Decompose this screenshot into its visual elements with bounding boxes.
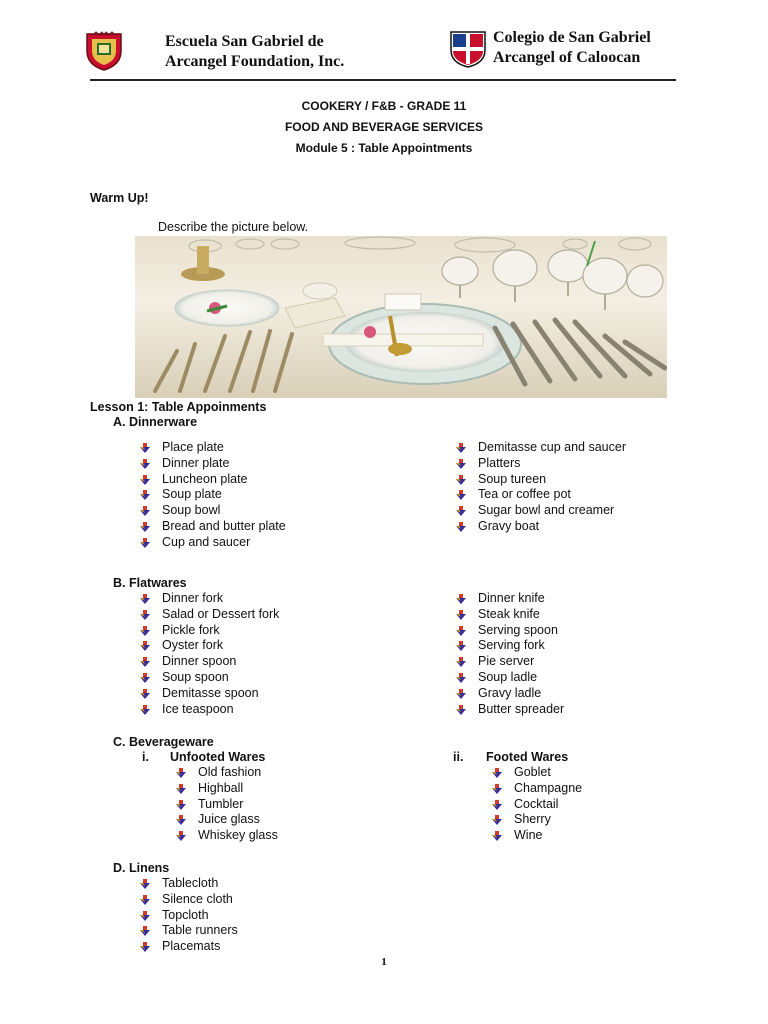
dinnerware-heading: A. Dinnerware xyxy=(113,415,198,429)
list-item-label: Gravy boat xyxy=(478,518,540,533)
list-item xyxy=(514,828,582,844)
beverageware-heading: C. Beverageware xyxy=(113,735,214,749)
arrow-bullet-icon xyxy=(456,673,466,683)
list-item-label: Old fashion xyxy=(198,765,262,779)
list-item xyxy=(478,472,626,488)
arrow-bullet-icon xyxy=(140,490,150,500)
list-item xyxy=(162,519,286,535)
list-item-label: Dinner plate xyxy=(162,455,230,470)
list-item xyxy=(162,472,286,488)
list-item-label: Soup plate xyxy=(162,487,222,502)
arrow-bullet-icon xyxy=(492,800,502,810)
arrow-bullet-icon xyxy=(492,784,502,794)
warmup-instruction: Describe the picture below. xyxy=(158,220,309,234)
arrow-bullet-icon xyxy=(140,459,150,469)
unfooted-heading: Unfooted Wares xyxy=(170,750,266,764)
right-school-name xyxy=(493,28,651,68)
unfooted-list xyxy=(198,765,278,844)
list-item-label: Salad or Dessert fork xyxy=(162,606,280,621)
list-item xyxy=(478,686,564,702)
left-school-crest-icon xyxy=(85,31,123,71)
left-school-line1: Escuela San Gabriel de xyxy=(165,33,324,50)
subject-title: FOOD AND BEVERAGE SERVICES xyxy=(284,120,484,134)
list-item xyxy=(478,623,564,639)
list-item-label: Dinner spoon xyxy=(162,654,237,669)
list-item xyxy=(478,487,626,503)
arrow-bullet-icon xyxy=(456,610,466,620)
list-item-label: Cup and saucer xyxy=(162,534,251,549)
arrow-bullet-icon xyxy=(140,522,150,532)
list-item xyxy=(162,939,238,955)
arrow-bullet-icon xyxy=(140,506,150,516)
dinnerware-list-left xyxy=(162,440,286,551)
list-item xyxy=(162,503,286,519)
list-item-label: Sugar bowl and creamer xyxy=(478,503,615,518)
arrow-bullet-icon xyxy=(140,895,150,905)
arrow-bullet-icon xyxy=(140,673,150,683)
list-item xyxy=(162,456,286,472)
arrow-bullet-icon xyxy=(176,815,186,825)
arrow-bullet-icon xyxy=(140,594,150,604)
list-item xyxy=(162,908,238,924)
list-item xyxy=(478,654,564,670)
lesson-title: Lesson 1: Table Appoinments xyxy=(90,400,267,414)
flatwares-list-left xyxy=(162,591,279,717)
arrow-bullet-icon xyxy=(456,657,466,667)
list-item xyxy=(162,623,279,639)
list-item-label: Whiskey glass xyxy=(198,828,278,843)
flatwares-list-right xyxy=(478,591,564,717)
list-item-label: Sherry xyxy=(514,812,551,827)
list-item xyxy=(478,591,564,607)
arrow-bullet-icon xyxy=(456,626,466,636)
arrow-bullet-icon xyxy=(456,689,466,699)
header-divider xyxy=(90,79,676,81)
flatwares-heading: B. Flatwares xyxy=(113,576,187,590)
arrow-bullet-icon xyxy=(140,911,150,921)
list-item xyxy=(162,702,279,718)
footed-heading: Footed Wares xyxy=(486,750,569,764)
list-item-label: Pie server xyxy=(478,654,535,669)
arrow-bullet-icon xyxy=(456,594,466,604)
list-item xyxy=(162,440,286,456)
page-number: 1 xyxy=(381,956,387,968)
linens-heading: D. Linens xyxy=(113,861,170,875)
list-item xyxy=(478,519,626,535)
list-item xyxy=(478,607,564,623)
list-item-label: Silence cloth xyxy=(162,891,233,906)
list-item-label: Champagne xyxy=(514,780,583,795)
list-item-label: Table runners xyxy=(162,923,238,938)
arrow-bullet-icon xyxy=(456,475,466,485)
linens-list xyxy=(162,876,238,955)
arrow-bullet-icon xyxy=(140,538,150,548)
list-item-label: Tablecloth xyxy=(162,876,219,890)
list-item xyxy=(198,765,278,781)
list-item-label: Ice teaspoon xyxy=(162,701,234,716)
list-item-label: Placemats xyxy=(162,939,221,954)
arrow-bullet-icon xyxy=(140,926,150,936)
list-item-label: Oyster fork xyxy=(162,638,224,653)
list-item xyxy=(162,686,279,702)
right-school-line1: Colegio de San Gabriel xyxy=(493,29,651,46)
list-item-label: Place plate xyxy=(162,440,224,454)
list-item-label: Dinner fork xyxy=(162,591,224,605)
list-item-label: Soup tureen xyxy=(478,471,547,486)
arrow-bullet-icon xyxy=(456,443,466,453)
list-item xyxy=(198,797,278,813)
list-item xyxy=(162,923,238,939)
right-school-crest-icon xyxy=(449,30,487,68)
list-item xyxy=(514,765,582,781)
list-item xyxy=(162,487,286,503)
arrow-bullet-icon xyxy=(456,641,466,651)
list-item xyxy=(162,638,279,654)
list-item xyxy=(478,503,626,519)
arrow-bullet-icon xyxy=(176,784,186,794)
arrow-bullet-icon xyxy=(492,815,502,825)
list-item xyxy=(198,828,278,844)
footed-number: ii. xyxy=(453,750,464,764)
list-item-label: Pickle fork xyxy=(162,622,220,637)
list-item xyxy=(162,892,238,908)
list-item-label: Soup ladle xyxy=(478,669,538,684)
list-item-label: Steak knife xyxy=(478,606,540,621)
arrow-bullet-icon xyxy=(456,490,466,500)
list-item-label: Luncheon plate xyxy=(162,471,248,486)
arrow-bullet-icon xyxy=(492,831,502,841)
list-item xyxy=(478,638,564,654)
unfooted-number: i. xyxy=(142,750,149,764)
list-item-label: Juice glass xyxy=(198,812,260,827)
left-school-line2: Arcangel Foundation, Inc. xyxy=(165,53,345,70)
list-item-label: Serving spoon xyxy=(478,622,558,637)
arrow-bullet-icon xyxy=(140,942,150,952)
list-item-label: Gravy ladle xyxy=(478,685,542,700)
arrow-bullet-icon xyxy=(140,641,150,651)
arrow-bullet-icon xyxy=(176,800,186,810)
arrow-bullet-icon xyxy=(140,705,150,715)
list-item xyxy=(514,812,582,828)
list-item-label: Serving fork xyxy=(478,638,545,653)
arrow-bullet-icon xyxy=(140,657,150,667)
warmup-heading: Warm Up! xyxy=(90,191,149,205)
list-item xyxy=(162,535,286,551)
footed-list xyxy=(514,765,582,844)
list-item xyxy=(478,702,564,718)
list-item-label: Topcloth xyxy=(162,907,209,922)
arrow-bullet-icon xyxy=(456,522,466,532)
list-item xyxy=(514,781,582,797)
list-item xyxy=(478,440,626,456)
arrow-bullet-icon xyxy=(456,459,466,469)
arrow-bullet-icon xyxy=(140,879,150,889)
list-item xyxy=(162,876,238,892)
list-item-label: Demitasse cup and saucer xyxy=(478,440,626,454)
right-school-line2: Arcangel of Caloocan xyxy=(493,49,641,66)
list-item xyxy=(478,670,564,686)
list-item xyxy=(162,670,279,686)
arrow-bullet-icon xyxy=(492,768,502,778)
arrow-bullet-icon xyxy=(140,689,150,699)
list-item-label: Wine xyxy=(514,828,543,843)
course-title: COOKERY / F&B - GRADE 11 xyxy=(301,99,467,113)
list-item-label: Soup bowl xyxy=(162,503,221,518)
module-title: Module 5 : Table Appointments xyxy=(295,141,473,155)
list-item-label: Soup spoon xyxy=(162,669,229,684)
list-item-label: Highball xyxy=(198,780,244,795)
arrow-bullet-icon xyxy=(140,610,150,620)
list-item xyxy=(162,607,279,623)
list-item-label: Dinner knife xyxy=(478,591,545,605)
arrow-bullet-icon xyxy=(456,506,466,516)
list-item xyxy=(514,797,582,813)
list-item xyxy=(162,591,279,607)
list-item-label: Butter spreader xyxy=(478,701,565,716)
table-setting-photo xyxy=(135,236,667,398)
left-school-name xyxy=(165,32,344,72)
list-item xyxy=(162,654,279,670)
list-item-label: Cocktail xyxy=(514,796,559,811)
arrow-bullet-icon xyxy=(176,831,186,841)
list-item xyxy=(478,456,626,472)
arrow-bullet-icon xyxy=(140,443,150,453)
arrow-bullet-icon xyxy=(176,768,186,778)
list-item xyxy=(198,781,278,797)
list-item-label: Demitasse spoon xyxy=(162,685,259,700)
list-item-label: Platters xyxy=(478,455,521,470)
list-item-label: Tea or coffee pot xyxy=(478,487,571,502)
arrow-bullet-icon xyxy=(456,705,466,715)
dinnerware-list-right xyxy=(478,440,626,535)
arrow-bullet-icon xyxy=(140,626,150,636)
list-item-label: Bread and butter plate xyxy=(162,518,286,533)
list-item xyxy=(198,812,278,828)
list-item-label: Goblet xyxy=(514,765,551,779)
list-item-label: Tumbler xyxy=(198,796,244,811)
arrow-bullet-icon xyxy=(140,475,150,485)
